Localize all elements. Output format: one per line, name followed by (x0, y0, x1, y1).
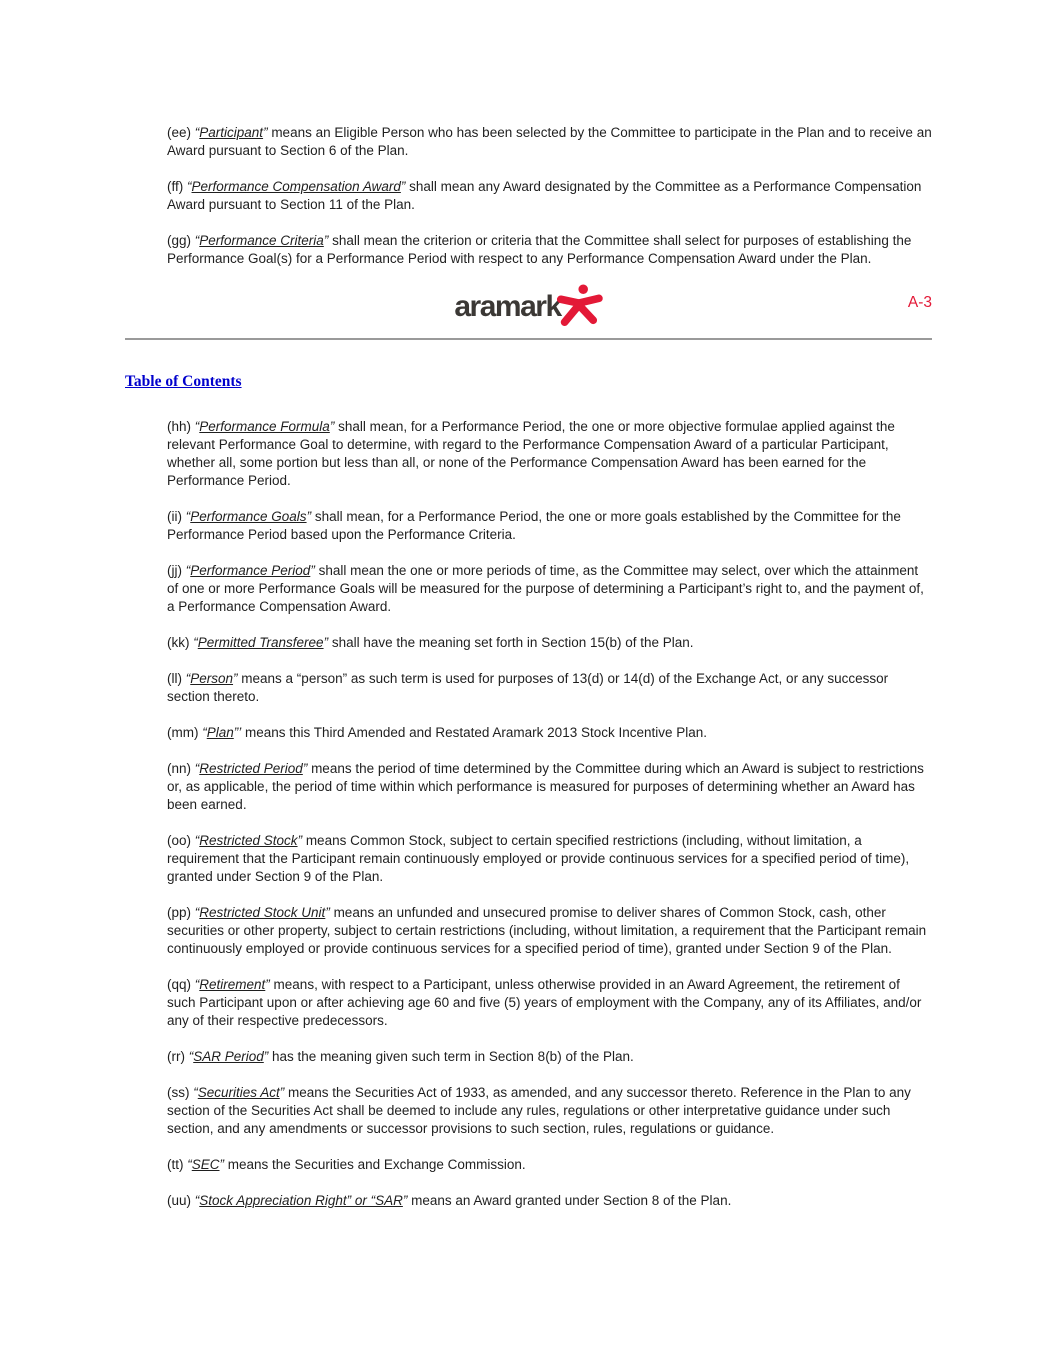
open-quote-mark: “ (202, 725, 207, 740)
definition-paragraph (167, 1084, 932, 1138)
defined-term: Permitted Transferee (197, 635, 324, 650)
open-quote-mark: “ (194, 125, 200, 140)
close-quote-mark: ” (400, 179, 406, 194)
close-quote-mark: ” (323, 635, 329, 650)
close-quote-mark: ” (310, 563, 315, 578)
definition-label: (gg) (167, 233, 195, 248)
open-quote-mark: “ (194, 419, 200, 434)
definition-label: (ss) (167, 1085, 194, 1100)
definition-label: (kk) (167, 635, 194, 650)
close-quote-mark: ” (323, 233, 329, 248)
defined-term: Retirement (199, 977, 266, 992)
defined-term: Participant (199, 125, 264, 140)
definition-text: shall mean the one or more periods of time, as the Committee may select, over which the attainment of one or more Performance Goals will be measured for the purpose of determining a Participant’s right to, and the payment of, a Performance Compensation Award. (167, 563, 924, 614)
open-quote-mark: “ (185, 671, 191, 686)
definition-text: means this Third Amended and Restated Aramark 2013 Stock Incentive Plan. (241, 725, 708, 740)
definition-label: (rr) (167, 1049, 189, 1064)
definition-paragraph (167, 124, 932, 160)
defined-term: Performance Period (190, 563, 311, 578)
close-quote-mark: ” (263, 1049, 269, 1064)
definition-paragraph (167, 634, 932, 652)
close-quote-mark: ” (325, 905, 330, 920)
page-number: A-3 (907, 294, 932, 311)
open-quote-mark: “ (185, 563, 191, 578)
definition-text: means a “person” as such term is used for purposes of 13(d) or 14(d) of the Exchange Act, or any successor section thereto. (167, 671, 889, 704)
definition-paragraph (167, 724, 932, 742)
definition-label: (qq) (167, 977, 195, 992)
definition-paragraph (167, 232, 932, 268)
definition-text: shall mean any Award designated by the Committee as a Performance Compensation Award pursuant to Section 11 of the Plan. (167, 179, 922, 212)
close-quote-mark: ”’ (233, 725, 242, 740)
close-quote-mark: ” (279, 1085, 285, 1100)
definition-text: shall mean, for a Performance Period, the one or more goals established by the Committee for the Performance Period based upon the Performance Criteria. (167, 509, 901, 542)
definition-paragraph (167, 178, 932, 214)
open-quote-mark: “ (194, 977, 200, 992)
section-divider (125, 338, 932, 340)
definition-paragraph (167, 562, 932, 616)
definition-text: shall mean, for a Performance Period, the one or more objective formulae applied against the relevant Performance Goal to determine, with regard to the Performance Compensation Award of a particular Participant, whether all, some portion but less than all, or none of the Performance Compensation Award has been earned for the Performance Period. (167, 419, 895, 488)
definition-text: shall mean the criterion or criteria that the Committee shall select for purposes of establishing the Performance Goal(s) for a Performance Period with respect to any Performance Compensation Award under the Plan. (167, 233, 912, 266)
open-quote-mark: “ (193, 1085, 198, 1100)
defined-term: SAR Period (193, 1049, 264, 1064)
definition-text: means, with respect to a Participant, unless otherwise provided in an Award Agreement, the retirement of such Participant upon or after achieving age 60 and five (5) years of employment with the Company, any of its Affiliates, and/or any of their respective predecessors. (167, 977, 922, 1028)
definition-text: shall have the meaning set forth in Section 15(b) of the Plan. (328, 635, 694, 650)
definition-label: (hh) (167, 419, 195, 434)
defined-term: Performance Criteria (199, 233, 324, 248)
close-quote-mark: ” (297, 833, 303, 848)
open-quote-mark: “ (187, 179, 192, 194)
definition-label: (mm) (167, 725, 203, 740)
defined-term: Securities Act (197, 1085, 280, 1100)
open-quote-mark: “ (194, 1193, 200, 1208)
definition-label: (ee) (167, 125, 195, 140)
defined-term: Performance Goals (190, 509, 307, 524)
logo-row (125, 286, 932, 328)
definition-text: means an unfunded and unsecured promise to deliver shares of Common Stock, cash, other securities or other property, subject to certain restrictions (including, without limitation, a requirement that the Participant remain continuously employed or provide continuous services for a specified period of time), granted under Section 9 of the Plan. (167, 905, 927, 956)
defined-term: Restricted Stock (199, 833, 298, 848)
definition-text: means an Award granted under Section 8 of the Plan. (407, 1193, 732, 1208)
definition-paragraph (167, 1192, 932, 1210)
definition-text: has the meaning given such term in Section 8(b) of the Plan. (268, 1049, 634, 1064)
open-quote-mark: “ (188, 1049, 194, 1064)
table-of-contents-link[interactable]: Table of Contents (125, 373, 242, 390)
definition-label: (uu) (167, 1193, 195, 1208)
close-quote-mark: ” (306, 509, 312, 524)
definition-text: means the Securities Act of 1933, as amended, and any successor thereto. Reference in the Plan to any section of the Securities Act shall be deemed to include any rules, regulations or other interpretative guidance under such section, and any amendments or successor provisions to such section, rules, regulations or guidance. (167, 1085, 911, 1136)
definition-paragraph (167, 670, 932, 706)
definition-paragraph (167, 760, 932, 814)
document-content (125, 0, 932, 1228)
defined-term: Plan (206, 725, 234, 740)
definition-paragraph (167, 976, 932, 1030)
definition-paragraph (167, 904, 932, 958)
definition-label: (tt) (167, 1157, 188, 1172)
definition-label: (ll) (167, 671, 186, 686)
defined-term: Stock Appreciation Right” or “SAR (199, 1193, 403, 1208)
defined-term: Person (190, 671, 234, 686)
close-quote-mark: ” (265, 977, 270, 992)
open-quote-mark: “ (194, 905, 200, 920)
defined-term: Performance Formula (199, 419, 330, 434)
open-quote-mark: “ (193, 635, 198, 650)
definition-paragraph (167, 832, 932, 886)
definitions-bottom-section (125, 418, 932, 1210)
definition-text: means Common Stock, subject to certain specified restrictions (including, without limitation, a requirement that the Participant remain continuously employed or provide continuous services for a specified period of time), granted under Section 9 of the Plan. (167, 833, 910, 884)
definition-paragraph (167, 508, 932, 544)
open-quote-mark: “ (187, 1157, 192, 1172)
definition-paragraph (167, 1156, 932, 1174)
close-quote-mark: ” (263, 125, 268, 140)
definition-label: (pp) (167, 905, 195, 920)
defined-term: Restricted Period (199, 761, 303, 776)
close-quote-mark: ” (329, 419, 335, 434)
open-quote-mark: “ (194, 233, 200, 248)
defined-term: Performance Compensation Award (191, 179, 401, 194)
definition-label: (ff) (167, 179, 187, 194)
open-quote-mark: “ (194, 833, 200, 848)
defined-term: Restricted Stock Unit (199, 905, 326, 920)
definitions-top-section (125, 124, 932, 268)
defined-term: SEC (191, 1157, 220, 1172)
definition-label: (ii) (167, 509, 186, 524)
definition-text: means the Securities and Exchange Commission. (224, 1157, 526, 1172)
open-quote-mark: “ (185, 509, 191, 524)
open-quote-mark: “ (194, 761, 200, 776)
close-quote-mark: ” (219, 1157, 225, 1172)
close-quote-mark: ” (302, 761, 308, 776)
definition-text: means the period of time determined by the Committee during which an Award is subject to restrictions or, as applicable, the period of time within which performance is measured for purposes of determining whether an Award has been earned. (167, 761, 924, 812)
definition-text: means an Eligible Person who has been selected by the Committee to participate in the Plan and to receive an Award pursuant to Section 6 of the Plan. (167, 125, 932, 158)
close-quote-mark: ” (402, 1193, 408, 1208)
close-quote-mark: ” (233, 671, 238, 686)
definition-label: (jj) (167, 563, 186, 578)
aramark-logo (454, 286, 602, 328)
definition-label: (oo) (167, 833, 195, 848)
aramark-logo-text: aramark (454, 290, 561, 323)
aramark-starman-icon (557, 284, 603, 326)
definition-paragraph (167, 1048, 932, 1066)
definition-paragraph (167, 418, 932, 490)
definition-label: (nn) (167, 761, 195, 776)
